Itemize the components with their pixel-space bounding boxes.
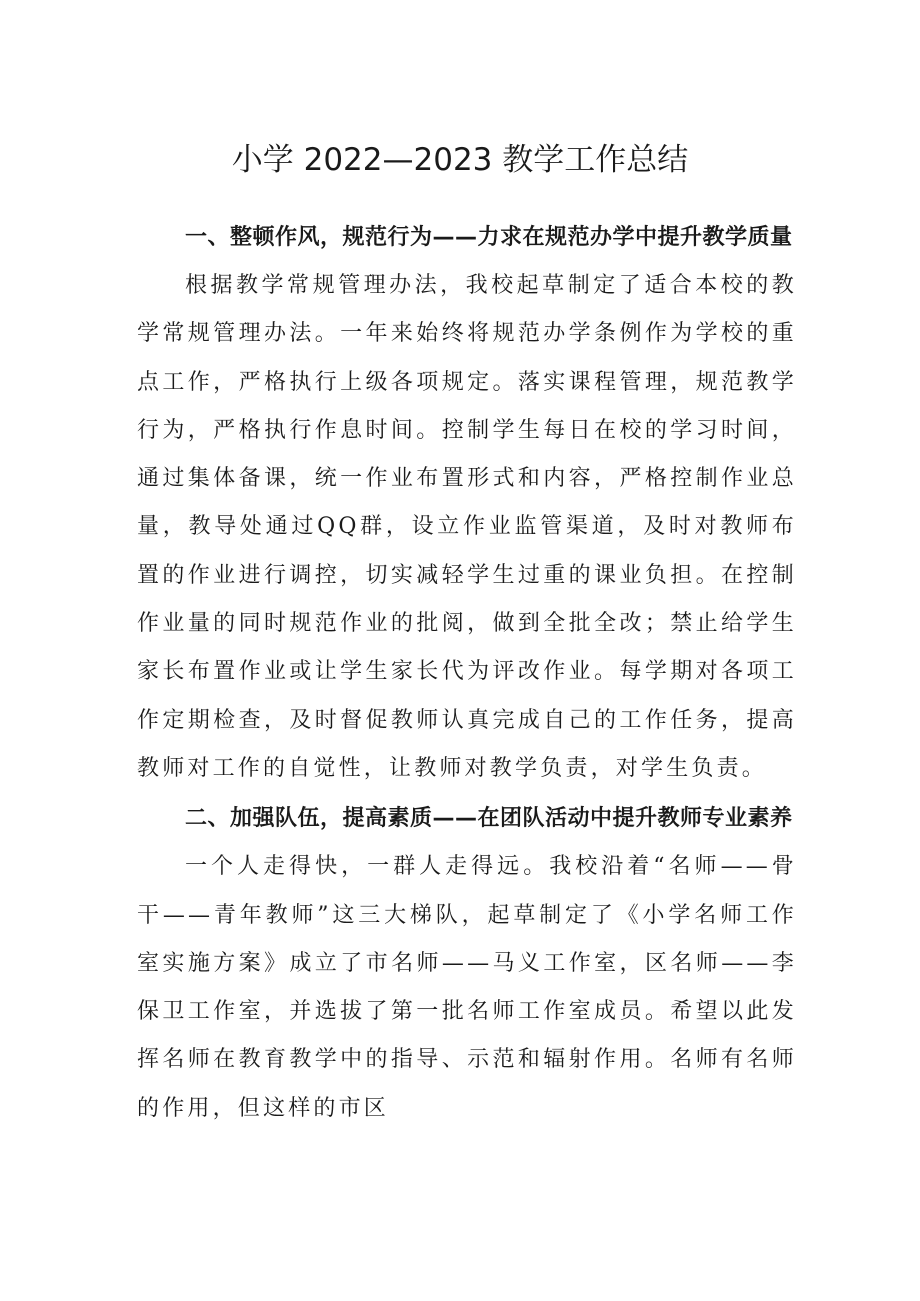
section-1-paragraph: 根据教学常规管理办法，我校起草制定了适合本校的教学常规管理办法。一年来始终将规范办学条例作为学校的重点工作，严格执行上级各项规定。落实课程管理，规范教学行为，严格执行作息时间。控制学生每日在校的学习时间，通过集体备课，统一作业布置形式和内容，严格控制作业总量，教导处通过QQ群，设立作业监管渠道，及时对教师布置的作业进行调控，切实减轻学生过重的课业负担。在控制作业量的同时规范作业的批阅，做到全批全改；禁止给学生家长布置作业或让学生家长代为评改作业。每学期对各项工作定期检查，及时督促教师认真完成自己的工作任务，提高教师对工作的自觉性，让教师对教学负责，对学生负责。 (137, 273, 797, 781)
section-2-paragraph: 一个人走得快，一群人走得远。我校沿着“名师——骨干——青年教师”这三大梯队，起草制定了《小学名师工作室实施方案》成立了市名师——马义工作室，区名师——李保卫工作室，并选拔了第一批名师工作室成员。希望以此发挥名师在教育教学中的指导、示范和辐射作用。名师有名师的作用，但这样的市区 (137, 854, 797, 1121)
section-2-heading: 二、加强队伍，提高素质——在团队活动中提升教师专业素养 (185, 806, 793, 832)
document-title: 小学 2022—2023 教学工作总结 (231, 142, 689, 178)
section-1-heading: 一、整顿作风，规范行为——力求在规范办学中提升教学质量 (185, 225, 793, 250)
document-body (137, 214, 797, 1133)
